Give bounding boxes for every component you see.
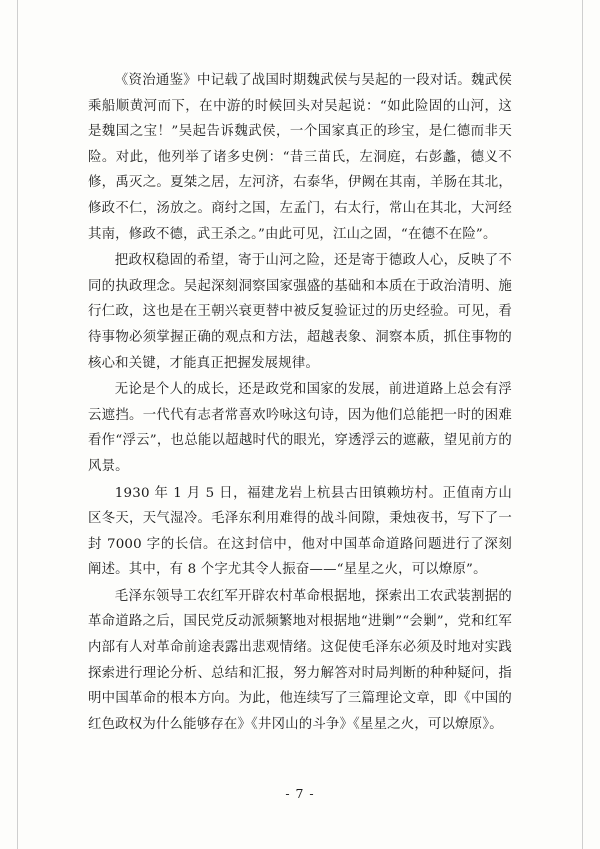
paragraph: 1930 年 1 月 5 日，福建龙岩上杭县古田镇赖坊村。正值南方山区冬天，天气湿冷。毛泽东利用难得的战斗间隙，秉烛夜书，写下了一封 7000 字的长信。在这封信中，他对中国革命道路问题进行了深刻阐述。其中，有 8 个字尤其令人振奋——“星星之火，可以燎原”。 [88,485,512,578]
page-border-left [17,0,18,849]
paragraph: 把政权稳固的希望，寄于山河之险，还是寄于德政人心，反映了不同的执政理念。吴起深刻洞察国家强盛的基础和本质在于政治清明、施行仁政，这也是在王朝兴衰更替中被反复验证过的历史经验。可见，看待事物必须掌握正确的观点和方法，超越表象、洞察本质，抓住事物的核心和关键，才能真正把握发展规律。 [88,253,512,371]
paragraph: 无论是个人的成长，还是政党和国家的发展，前进道路上总会有浮云遮挡。一代代有志者常喜欢吟咏这句诗，因为他们总能把一时的困难看作“浮云”，也总能以超越时代的眼光，穿透浮云的遮蔽，望见前方的风景。 [88,382,512,474]
page-body-text [88,68,512,738]
paragraph: 《资治通鉴》中记载了战国时期魏武侯与吴起的一段对话。魏武侯乘船顺黄河而下，在中游的时候回头对吴起说：“如此险固的山河，这是魏国之宝！”吴起告诉魏武侯，一个国家真正的珍宝，是仁德而非天险。对此，他列举了诸多史例：“昔三苗氏，左洞庭，右彭蠡，德义不修，禹灭之。夏桀之居，左河济，右泰华，伊阙在其南，羊肠在其北，修政不仁，汤放之。商纣之国，左孟门，右太行，常山在其北，大河经其南，修政不德，武王杀之。”由此可见，江山之固，“在德不在险”。 [88,73,512,242]
page-border-right [582,0,583,849]
page-number: - 7 - [285,786,315,801]
paragraph: 毛泽东领导工农红军开辟农村革命根据地，探索出工农武装割据的革命道路之后，国民党反动派频繁地对根据地“进剿”“会剿”，党和红军内部有人对革命前途表露出悲观情绪。这促使毛泽东必须及时地对实践探索进行理论分析、总结和汇报，努力解答对时局判断的种种疑问，指明中国革命的根本方向。为此，他连续写了三篇理论文章，即《中国的红色政权为什么能够存在》《井冈山的斗争》《星星之火，可以燎原》。 [88,588,512,732]
